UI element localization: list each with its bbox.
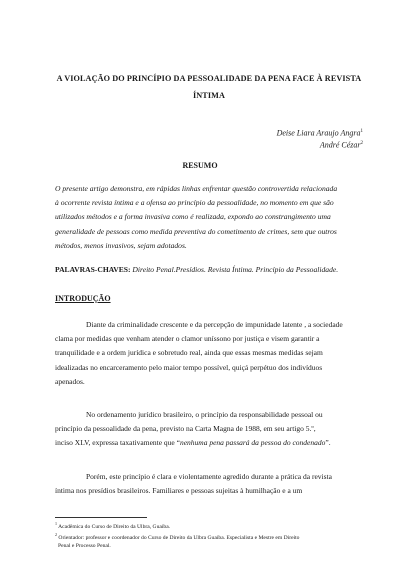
author-name: Deise Liara Araujo Angra (276, 128, 361, 138)
constitution-quote: nenhuma pena passará da pessoa do condenado (179, 438, 326, 448)
footnote-2-continued: Penal e Processo Penal. (58, 542, 111, 549)
introduction-heading: INTRODUÇÃO (55, 294, 111, 303)
paragraph-line: princípio da pessoalidade da pena, previsto na Carta Magna de 1988, em seu artigo 5.º, (55, 424, 316, 434)
author-block (277, 127, 363, 150)
footnote-marker: 1 (360, 129, 363, 134)
paragraph-1 (55, 318, 366, 389)
footnote-marker: 1 (55, 521, 57, 526)
abstract-line: utilizados métodos e a forma invasiva como é realizada, expondo ao constrangimento uma (55, 212, 331, 222)
paragraph-line: apenados. (55, 376, 85, 386)
keywords-label: PALAVRAS-CHAVES: (55, 265, 131, 274)
footnote-marker: 2 (55, 532, 57, 538)
paragraph-line: idealizadas no encarceramento pelo maior tempo possível, quiçá perpétuo dos indivíduos (55, 362, 323, 372)
footnote-text: Orientador: professor e coordenador do Curso de Direito da Ulbra Guaíba. Especialista e Mestre em Direito (57, 535, 300, 542)
paragraph-2 (55, 408, 366, 451)
footnote-text: Acadêmica do Curso de Direito da Ulbra, Guaíba. (57, 523, 171, 530)
paper-title (52, 70, 366, 104)
paragraph-3 (55, 470, 366, 498)
paragraph-line: Diante da criminalidade crescente e da percepção de impunidade latente , a sociedade (86, 320, 343, 329)
quote-lead: inciso XLV, expressa taxativamente que “ (55, 438, 180, 448)
author-1 (277, 127, 363, 139)
keywords-text: Direito Penal.Presídios. Revista Íntima. Princípio da Pessoalidade. (130, 265, 339, 274)
abstract-line: generalidade de pessoas como medida preventiva do cometimento de crimes, sem que outros (55, 226, 337, 236)
footnotes (55, 520, 366, 551)
paragraph-line: tranquilidade e a ordem jurídica e sobretudo real, ainda que essas mesmas medidas sejam (55, 348, 323, 358)
footnote-2 (55, 531, 366, 542)
abstract-heading: RESUMO (182, 161, 218, 170)
paragraph-line: íntima nos presídios brasileiros. Familiares e pessoas sujeitas à humilhação e a um (55, 486, 303, 496)
title-line-2: ÍNTIMA (193, 91, 225, 100)
quote-close: ”. (325, 438, 331, 448)
paragraph-line: No ordenamento jurídico brasileiro, o princípio da responsabilidade pessoal ou (86, 410, 323, 419)
footnote-1 (55, 520, 366, 531)
keywords (55, 265, 366, 274)
abstract-text (55, 182, 366, 253)
author-name: André Cézar (319, 140, 361, 150)
paragraph-line: Porém, este princípio é clara e violentamente agredido durante a prática da revista (86, 472, 332, 481)
abstract-line: O presente artigo demonstra, em rápidas linhas enfrentar questão controvertida relacionada (55, 184, 338, 193)
paragraph-line (55, 436, 366, 450)
abstract-line: métodos, menos invasivos, sejam adotados. (55, 240, 187, 250)
footnote-marker: 2 (360, 140, 363, 146)
title-line-1: A VIOLAÇÃO DO PRINCÍPIO DA PESSOALIDADE DA PENA FACE À REVISTA (56, 74, 362, 83)
footnote-divider (55, 517, 147, 518)
author-2 (277, 139, 363, 151)
paragraph-line: clama por medidas que venham atender o clamor uníssono por justiça e visem garantir a (55, 334, 320, 344)
abstract-line: à ocorrente revista íntima e a ofensa ao princípio da pessoalidade, no momento em que são (55, 198, 334, 208)
